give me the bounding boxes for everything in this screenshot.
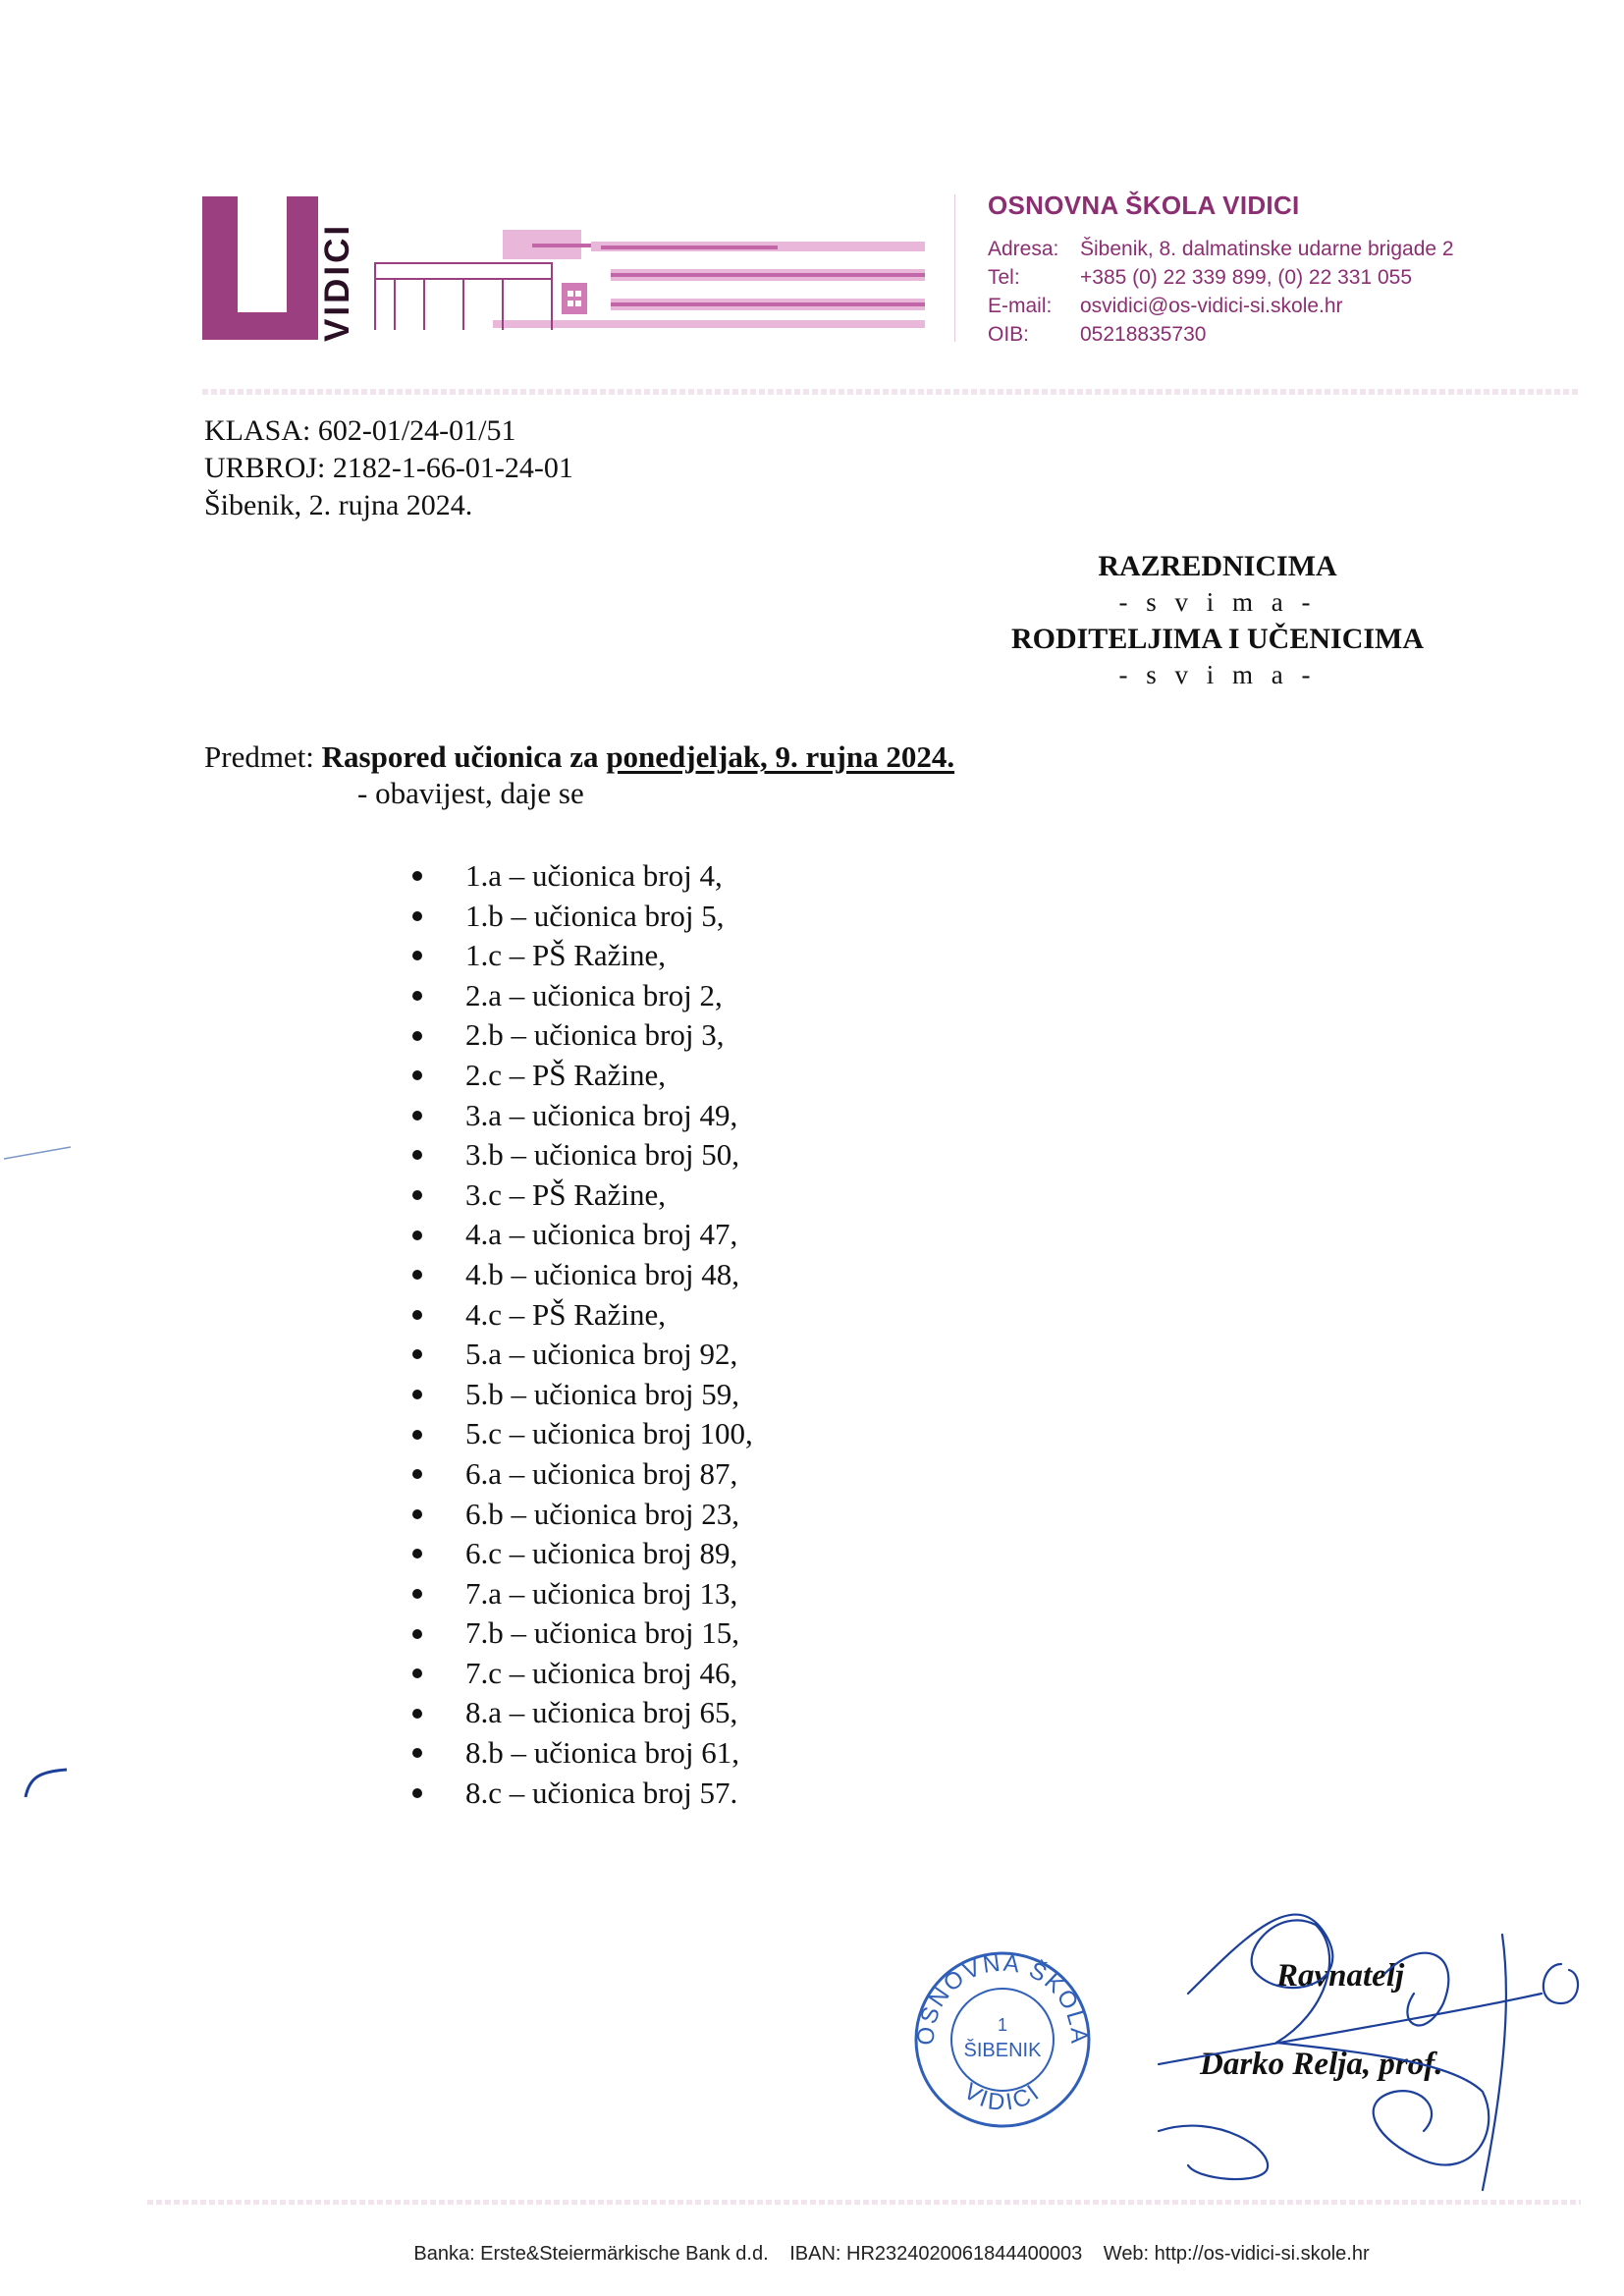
- svg-text:VIDICI: VIDICI: [958, 2077, 1047, 2117]
- room-assignment: 5.b – učionica broj 59,: [465, 1376, 739, 1411]
- svg-text:1: 1: [997, 2015, 1008, 2035]
- bullet-icon: [412, 1469, 422, 1479]
- school-stamp: [909, 1946, 1096, 2133]
- room-list-item: [412, 1414, 753, 1454]
- room-assignment: 5.a – učionica broj 92,: [465, 1337, 738, 1372]
- bullet-icon: [412, 1111, 422, 1121]
- bullet-icon: [412, 1390, 422, 1399]
- reference-block: [204, 412, 573, 524]
- room-assignment: 7.c – učionica broj 46,: [465, 1655, 738, 1690]
- room-list-item: [412, 1215, 753, 1255]
- signatory-name: Darko Relja, prof.: [1200, 2047, 1443, 2082]
- room-assignment: 6.c – učionica broj 89,: [465, 1536, 738, 1571]
- room-list: [412, 856, 753, 1813]
- phone-row: [988, 263, 1583, 292]
- room-assignment: 8.a – učionica broj 65,: [465, 1695, 738, 1730]
- bullet-icon: [412, 1748, 422, 1758]
- info-label: OIB:: [988, 323, 1030, 346]
- room-assignment: 8.c – učionica broj 57.: [465, 1775, 738, 1810]
- footer-web: Web: http://os-vidici-si.skole.hr: [1103, 2243, 1370, 2265]
- recipient-line: RAZREDNICIMA: [1098, 550, 1337, 582]
- school-logo: [202, 194, 931, 344]
- info-label: E-mail:: [988, 295, 1053, 317]
- room-list-item: [412, 1774, 753, 1814]
- info-label: Tel:: [988, 266, 1020, 289]
- room-list-item: [412, 1335, 753, 1375]
- recipient-line: RODITELJIMA I UČENICIMA: [1010, 623, 1425, 655]
- room-assignment: 3.a – učionica broj 49,: [465, 1097, 738, 1132]
- place-date: Šibenik, 2. rujna 2024.: [204, 489, 473, 521]
- signatory-title: Ravnatelj: [1276, 1958, 1405, 1994]
- bullet-icon: [412, 1070, 422, 1080]
- bullet-icon: [412, 991, 422, 1001]
- subject-date: ponedjeljak, 9. rujna 2024.: [606, 739, 955, 774]
- room-list-item: [412, 1495, 753, 1535]
- divider: [954, 194, 955, 342]
- bullet-icon: [412, 1190, 422, 1200]
- room-list-item: [412, 936, 753, 976]
- school-building-icon: [365, 222, 931, 342]
- room-assignment: 7.b – učionica broj 15,: [465, 1615, 739, 1651]
- subject-subline: - obavijest, daje se: [357, 776, 584, 810]
- info-value: osvidici@os-vidici-si.skole.hr: [1080, 295, 1343, 317]
- room-assignment: 1.a – učionica broj 4,: [465, 858, 723, 893]
- room-assignment: 1.c – PŠ Ražine,: [465, 938, 667, 973]
- room-assignment: 3.b – učionica broj 50,: [465, 1137, 739, 1173]
- room-assignment: 7.a – učionica broj 13,: [465, 1575, 738, 1611]
- room-assignment: 2.b – učionica broj 3,: [465, 1017, 725, 1053]
- room-list-item: [412, 1175, 753, 1216]
- room-list-item: [412, 1375, 753, 1415]
- room-list-item: [412, 1255, 753, 1295]
- bullet-icon: [412, 911, 422, 921]
- room-assignment: 3.c – PŠ Ražine,: [465, 1176, 667, 1212]
- room-list-item: [412, 1295, 753, 1336]
- bullet-icon: [412, 1589, 422, 1599]
- bullet-icon: [412, 871, 422, 881]
- bullet-icon: [412, 1430, 422, 1440]
- info-value: +385 (0) 22 339 899, (0) 22 331 055: [1080, 266, 1413, 289]
- oib-row: [988, 320, 1583, 349]
- bullet-icon: [412, 1270, 422, 1280]
- room-assignment: 2.a – učionica broj 2,: [465, 977, 723, 1012]
- header-divider: [202, 389, 1581, 395]
- room-assignment: 5.c – učionica broj 100,: [465, 1416, 753, 1451]
- room-list-item: [412, 1056, 753, 1096]
- address-row: [988, 235, 1583, 263]
- footer: [202, 2243, 1581, 2266]
- bullet-icon: [412, 1629, 422, 1639]
- room-assignment: 1.b – učionica broj 5,: [465, 898, 725, 933]
- footer-iban: IBAN: HR2324020061844400003: [789, 2243, 1083, 2265]
- room-list-item: [412, 1574, 753, 1614]
- recipients: [943, 548, 1492, 693]
- handwritten-signature: [1129, 1895, 1591, 2219]
- svg-text:ŠIBENIK: ŠIBENIK: [963, 2040, 1042, 2061]
- info-label: Adresa:: [988, 238, 1059, 260]
- room-assignment: 6.b – učionica broj 23,: [465, 1496, 739, 1531]
- room-assignment: 4.b – učionica broj 48,: [465, 1256, 739, 1291]
- room-list-item: [412, 1613, 753, 1654]
- footer-bank: Banka: Erste&Steiermärkische Bank d.d.: [413, 2243, 769, 2265]
- room-list-item: [412, 1096, 753, 1136]
- room-list-item: [412, 897, 753, 937]
- bullet-icon: [412, 1709, 422, 1719]
- room-list-item: [412, 1534, 753, 1574]
- recipient-sub: - s v i m a -: [1118, 660, 1317, 689]
- bullet-icon: [412, 1031, 422, 1041]
- room-assignment: 8.b – učionica broj 61,: [465, 1735, 739, 1771]
- room-list-item: [412, 976, 753, 1016]
- room-list-item: [412, 1654, 753, 1694]
- subject-line: [204, 738, 954, 776]
- bullet-icon: [412, 1310, 422, 1320]
- info-value: 05218835730: [1080, 323, 1207, 346]
- recipient-sub: - s v i m a -: [1118, 587, 1317, 617]
- urbroj: URBROJ: 2182-1-66-01-24-01: [204, 452, 573, 484]
- email-row: [988, 292, 1583, 320]
- subject-text: Raspored učionica za: [321, 739, 607, 774]
- room-list-item: [412, 1135, 753, 1175]
- svg-text:OSNOVNA ŠKOLA: OSNOVNA ŠKOLA: [912, 1949, 1093, 2047]
- bullet-icon: [412, 1230, 422, 1240]
- bullet-icon: [412, 1509, 422, 1519]
- bullet-icon: [412, 1150, 422, 1160]
- room-list-item: [412, 1733, 753, 1774]
- room-assignment: 6.a – učionica broj 87,: [465, 1455, 738, 1491]
- subject-label: Predmet:: [204, 739, 314, 774]
- footer-divider: [147, 2200, 1581, 2205]
- klasa: KLASA: 602-01/24-01/51: [204, 414, 516, 447]
- logo-wordmark: VIDICI: [318, 222, 356, 342]
- bullet-icon: [412, 1668, 422, 1678]
- school-name: OSNOVNA ŠKOLA VIDICI: [988, 191, 1300, 220]
- margin-mark: [20, 1748, 88, 1807]
- margin-mark: [0, 1129, 79, 1169]
- school-info: [954, 191, 1583, 348]
- room-list-item: [412, 1454, 753, 1495]
- bullet-icon: [412, 1549, 422, 1558]
- room-assignment: 4.c – PŠ Ražine,: [465, 1296, 667, 1332]
- room-list-item: [412, 856, 753, 897]
- room-list-item: [412, 1693, 753, 1733]
- room-assignment: 2.c – PŠ Ražine,: [465, 1057, 667, 1092]
- room-list-item: [412, 1015, 753, 1056]
- room-assignment: 4.a – učionica broj 47,: [465, 1217, 738, 1252]
- bullet-icon: [412, 1349, 422, 1359]
- bullet-icon: [412, 951, 422, 960]
- bullet-icon: [412, 1788, 422, 1798]
- info-value: Šibenik, 8. dalmatinske udarne brigade 2: [1080, 238, 1454, 260]
